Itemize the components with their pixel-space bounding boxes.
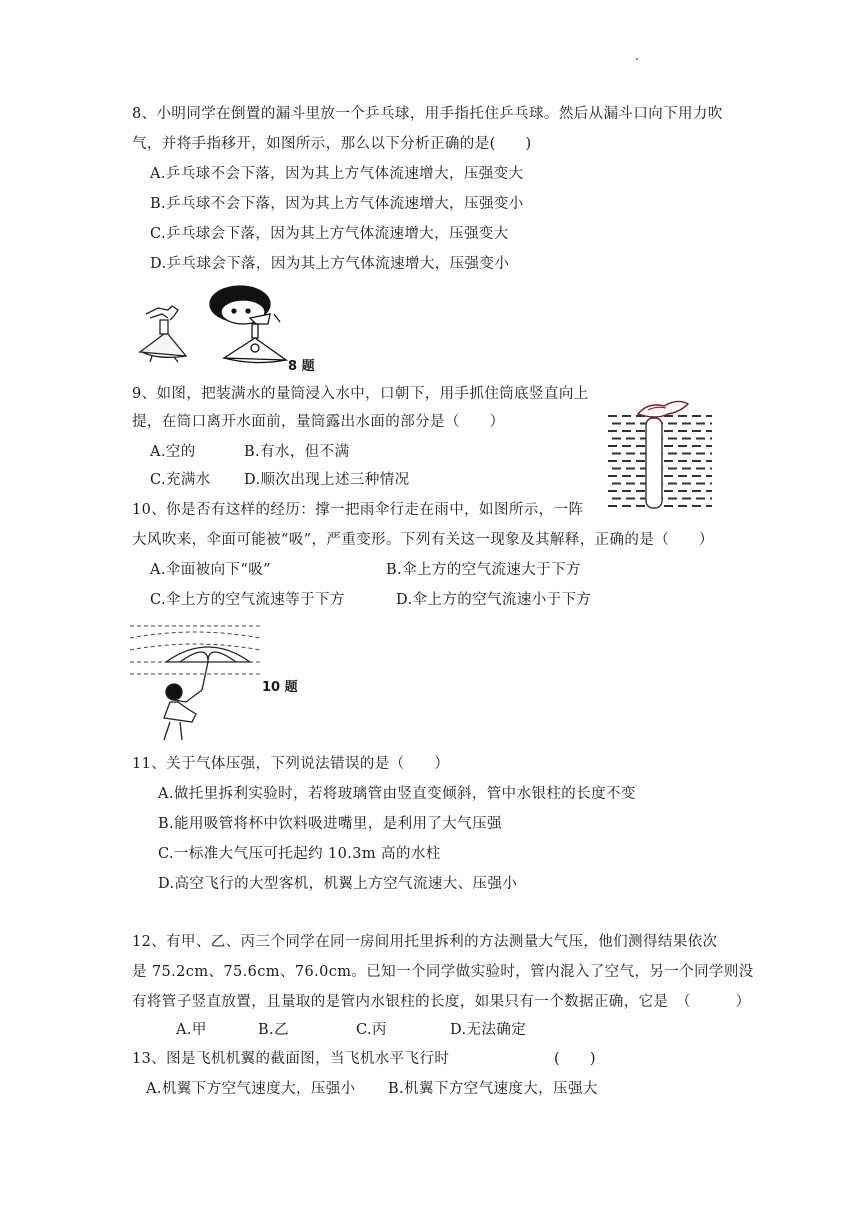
q13-option-b: B.机翼下方空气速度大，压强大 — [388, 1081, 598, 1097]
q12-option-a: A.甲 — [176, 1022, 207, 1038]
q11-option-c: C.一标准大气压可托起约 10.3m 高的水柱 — [158, 846, 441, 862]
q10-stem-line1: 10、你是否有这样的经历：撑一把雨伞行走在雨中，如图所示，一阵 — [132, 502, 584, 518]
q12-option-d: D.无法确定 — [450, 1022, 527, 1038]
q9-stem-line2: 提，在筒口离开水面前，量筒露出水面的部分是（ ） — [132, 414, 505, 430]
q10-option-a: A.伞面被向下“吸” — [150, 562, 271, 578]
q11-option-a: A.做托里拆利实验时，若将玻璃管由竖直变倾斜，管中水银柱的长度不变 — [158, 786, 636, 802]
q9-option-b: B.有水，但不满 — [244, 444, 350, 460]
q8-figure-label: 8 题 — [288, 359, 315, 374]
q11-option-d: D.高空飞行的大型客机，机翼上方空气流速大、压强小 — [158, 876, 518, 892]
q8-funnel-figure — [128, 284, 288, 368]
q13-option-a: A.机翼下方空气速度大，压强小 — [146, 1081, 356, 1097]
q11-stem: 11、关于气体压强，下列说法错误的是（ ） — [132, 756, 450, 772]
page-dot — [636, 58, 638, 60]
q12-option-c: C.丙 — [356, 1022, 387, 1038]
q9-option-a: A.空的 — [150, 444, 196, 460]
q8-stem-line2: 气，并将手指移开，如图所示，那么以下分析正确的是( ) — [132, 136, 532, 152]
q12-option-b: B.乙 — [258, 1022, 289, 1038]
q8-option-c: C.乒乓球会下落，因为其上方气体流速增大，压强变大 — [150, 226, 509, 242]
q10-option-c: C.伞上方的空气流速等于下方 — [150, 592, 345, 608]
q12-stem-line3: 有将管子竖直放置，且量取的是管内水银柱的长度，如果只有一个数据正确，它是 （ ） — [132, 994, 751, 1010]
q10-stem-line2: 大风吹来，伞面可能被“吸”，严重变形。下列有关这一现象及其解释，正确的是（ ） — [132, 532, 714, 548]
q10-figure-label: 10 题 — [262, 680, 298, 695]
q8-option-b: B.乒乓球不会下落，因为其上方气体流速增大，压强变小 — [150, 196, 524, 212]
q9-option-d: D.顺次出现上述三种情况 — [244, 472, 410, 488]
q11-option-b: B.能用吸管将杯中饮料吸进嘴里，是利用了大气压强 — [158, 816, 502, 832]
q10-option-b: B.伞上方的空气流速大于下方 — [386, 562, 581, 578]
q13-answer-paren: ( ) — [554, 1051, 596, 1067]
q9-option-c: C.充满水 — [150, 472, 211, 488]
q8-option-a: A.乒乓球不会下落，因为其上方气体流速增大，压强变大 — [150, 166, 524, 182]
q8-option-d: D.乒乓球会下落，因为其上方气体流速增大，压强变小 — [150, 256, 510, 272]
q9-cylinder-figure — [608, 386, 714, 514]
q8-stem-line1: 8、小明同学在倒置的漏斗里放一个乒乓球，用手指托住乒乓球。然后从漏斗口向下用力吹 — [132, 106, 723, 122]
q13-stem: 13、图是飞机机翼的截面图，当飞机水平飞行时 — [132, 1051, 450, 1067]
q9-stem-line1: 9、如图，把装满水的量筒浸入水中，口朝下，用手抓住筒底竖直向上 — [132, 386, 589, 402]
q10-umbrella-figure — [130, 618, 266, 748]
q12-stem-line1: 12、有甲、乙、丙三个同学在同一房间用托里拆利的方法测量大气压，他们测得结果依次 — [132, 934, 718, 950]
q12-stem-line2: 是 75.2cm、75.6cm、76.0cm。已知一个同学做实验时，管内混入了空气，另一个同学则没 — [132, 964, 754, 980]
q10-option-d: D.伞上方的空气流速小于下方 — [396, 592, 592, 608]
